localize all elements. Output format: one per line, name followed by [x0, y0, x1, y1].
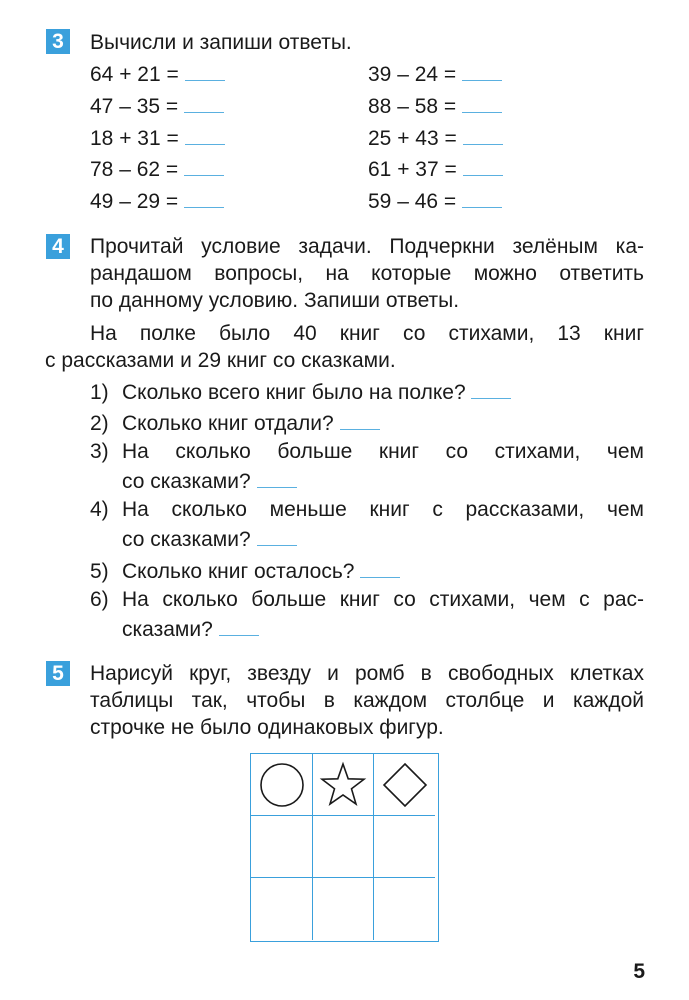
task-5-badge: 5	[46, 661, 70, 686]
empty-grid-cell[interactable]	[374, 816, 435, 878]
task-5-instruction-line-2: таблицы так, чтобы в каждом столбце и каждой	[90, 689, 644, 712]
answer-blank[interactable]	[257, 529, 297, 546]
shapes-grid	[250, 753, 439, 942]
question-text: На сколько больше книг со стихами, чем с рас-	[122, 588, 644, 611]
empty-grid-cell[interactable]	[251, 878, 313, 940]
question-number: 1)	[90, 381, 109, 404]
grid-cell	[374, 754, 435, 816]
answer-blank[interactable]	[184, 191, 224, 208]
question-text: Сколько книг отдали?	[122, 411, 380, 437]
question-number: 6)	[90, 588, 109, 611]
task-4-condition-line-1: На полке было 40 книг со стихами, 13 книг	[90, 322, 644, 345]
circle-icon	[258, 761, 306, 809]
answer-blank[interactable]	[340, 413, 380, 430]
answer-blank[interactable]	[219, 619, 259, 636]
expression: 39 – 24 =	[368, 62, 502, 88]
question-text: На сколько больше книг со стихами, чем	[122, 440, 644, 463]
grid-cell	[313, 754, 374, 816]
expression: 61 + 37 =	[368, 157, 503, 183]
answer-blank[interactable]	[184, 159, 224, 176]
empty-grid-cell[interactable]	[374, 878, 435, 940]
answer-blank[interactable]	[471, 382, 511, 399]
question-text-continued: сказами?	[122, 617, 259, 643]
expression: 78 – 62 =	[90, 157, 224, 183]
answer-blank[interactable]	[462, 96, 502, 113]
answer-blank[interactable]	[257, 471, 297, 488]
answer-blank[interactable]	[185, 64, 225, 81]
grid-cell	[251, 754, 313, 816]
task-4-condition-line-2: с рассказами и 29 книг со сказками.	[45, 349, 396, 372]
question-text: Сколько книг осталось?	[122, 559, 400, 585]
answer-blank[interactable]	[463, 159, 503, 176]
task-4-badge: 4	[46, 234, 70, 259]
answer-blank[interactable]	[462, 64, 502, 81]
question-text: Сколько всего книг было на полке?	[122, 380, 511, 406]
answer-blank[interactable]	[185, 128, 225, 145]
question-text-continued: со сказками?	[122, 469, 297, 495]
question-text: На сколько меньше книг с рассказами, чем	[122, 498, 644, 521]
question-number: 3)	[90, 440, 109, 463]
expression: 25 + 43 =	[368, 126, 503, 152]
task-5-instruction-line-3: строчке не было одинаковых фигур.	[90, 716, 444, 739]
empty-grid-cell[interactable]	[313, 878, 374, 940]
empty-grid-cell[interactable]	[313, 816, 374, 878]
task-3-badge: 3	[46, 29, 70, 54]
question-number: 4)	[90, 498, 109, 521]
question-number: 5)	[90, 560, 109, 583]
expression: 18 + 31 =	[90, 126, 225, 152]
task-4-instruction-line-2: рандашом вопросы, на которые можно ответить	[90, 262, 644, 285]
answer-blank[interactable]	[360, 561, 400, 578]
diamond-icon	[381, 761, 429, 809]
task-5-instruction-line-1: Нарисуй круг, звезду и ромб в свободных клетках	[90, 662, 644, 685]
question-number: 2)	[90, 412, 109, 435]
task-4-instruction-line-1: Прочитай условие задачи. Подчеркни зелёным ка-	[90, 235, 644, 258]
empty-grid-cell[interactable]	[251, 816, 313, 878]
question-text-continued: со сказками?	[122, 527, 297, 553]
answer-blank[interactable]	[462, 191, 502, 208]
task-3-instruction: Вычисли и запиши ответы.	[90, 31, 352, 54]
page-number: 5	[633, 960, 645, 983]
expression: 59 – 46 =	[368, 189, 502, 215]
answer-blank[interactable]	[463, 128, 503, 145]
answer-blank[interactable]	[184, 96, 224, 113]
expression: 64 + 21 =	[90, 62, 225, 88]
expression: 47 – 35 =	[90, 94, 224, 120]
task-4-instruction-line-3: по данному условию. Запиши ответы.	[90, 289, 460, 312]
star-icon	[319, 761, 367, 809]
expression: 49 – 29 =	[90, 189, 224, 215]
expression: 88 – 58 =	[368, 94, 502, 120]
